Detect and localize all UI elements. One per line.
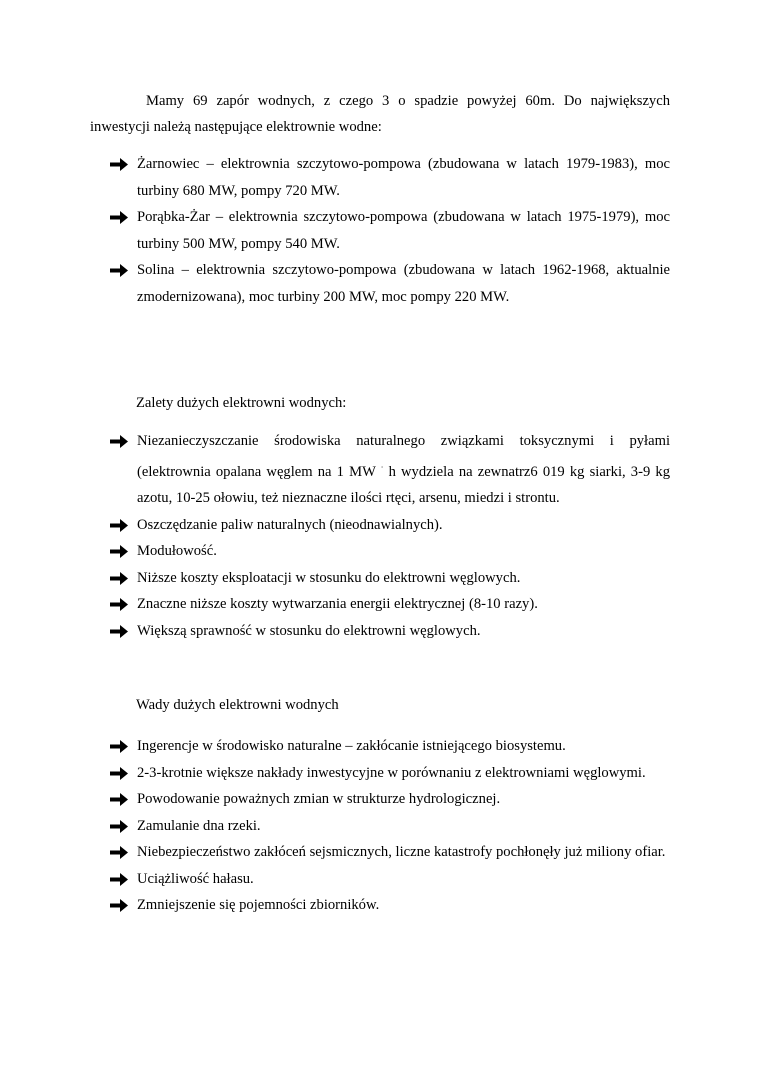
list-item (0, 786, 670, 813)
arrow-right-icon (110, 151, 130, 177)
arrow-right-icon (110, 591, 130, 617)
arrow-right-icon (110, 428, 130, 454)
plants-list (0, 151, 760, 310)
disadvantages-list (0, 733, 760, 919)
disadvantage-item: Powodowanie poważnych zmian w strukturze hydrologicznej. (137, 791, 501, 807)
arrow-right-icon (110, 538, 130, 564)
list-item (0, 151, 670, 204)
disadvantage-item: Zamulanie dna rzeki. (137, 817, 261, 834)
arrow-right-icon (110, 892, 130, 918)
intro-paragraph (90, 88, 670, 140)
list-item (0, 257, 670, 310)
list-item (0, 866, 670, 893)
list-item (0, 813, 670, 840)
list-item (0, 428, 670, 512)
list-item (0, 591, 670, 618)
plant-porabka-zar: Porąbka-Żar – elektrownia szczytowo-pompowa (zbudowana w latach 1975-1979), moc turbiny 500 MW, pompy 540 MW. (137, 209, 670, 252)
disadvantage-item: Uciążliwość hałasu. (137, 870, 254, 887)
arrow-right-icon (110, 866, 130, 892)
arrow-right-icon (110, 760, 130, 786)
advantage-text-after: h wydziela na zewnatrz6 019 kg siarki, 3-9 kg azotu, 10-25 ołowiu, też nieznaczne ilości rtęci, arsenu, miedzi i strontu. (137, 463, 670, 506)
list-item (0, 512, 670, 539)
advantages-heading: Zalety dużych elektrowni wodnych: (136, 395, 347, 411)
list-item (0, 204, 670, 257)
arrow-right-icon (110, 839, 130, 865)
advantage-item: Znaczne niższe koszty wytwarzania energii elektrycznej (8-10 razy). (137, 596, 538, 612)
disadvantage-item: Niebezpieczeństwo zakłóceń sejsmicznych, liczne katastrofy pochłonęły już miliony ofiar. (137, 844, 666, 860)
arrow-right-icon (110, 618, 130, 644)
arrow-right-icon (110, 733, 130, 759)
arrow-right-icon (110, 257, 130, 283)
intro-line-2: inwestycji należą następujące elektrownie wodne: (90, 119, 382, 135)
list-item (0, 565, 670, 592)
advantage-item: Niższe koszty eksploatacji w stosunku do elektrowni węglowych. (137, 569, 521, 586)
arrow-right-icon (110, 204, 130, 230)
list-item (0, 618, 670, 645)
arrow-right-icon (110, 813, 130, 839)
advantage-text-before: Niezanieczyszczanie środowiska naturalnego związkami toksycznymi i pyłami (elektrownia opalana węglem na 1 MW (137, 433, 670, 480)
plant-zarnowiec: Żarnowiec – elektrownia szczytowo-pompowa (zbudowana w latach 1979-1983), moc turbiny 680 MW, pompy 720 MW. (137, 156, 670, 199)
list-item (0, 733, 670, 760)
advantages-list (0, 428, 760, 644)
list-item (0, 892, 670, 919)
arrow-right-icon (110, 512, 130, 538)
list-item (0, 538, 670, 565)
list-item (0, 760, 670, 787)
disadvantage-item: 2-3-krotnie większe nakłady inwestycyjne w porównaniu z elektrowniami węglowymi. (137, 764, 646, 781)
list-item (0, 839, 670, 866)
disadvantage-item: Ingerencje w środowisko naturalne – zakłócanie istniejącego biosystemu. (137, 738, 566, 754)
plant-solina: Solina – elektrownia szczytowo-pompowa (zbudowana w latach 1962-1968, aktualnie zmodernizowana), moc turbiny 200 MW, moc pompy 220 MW. (137, 262, 670, 305)
arrow-right-icon (110, 565, 130, 591)
multiplication-dot: · (380, 462, 384, 472)
disadvantage-item: Zmniejszenie się pojemności zbiorników. (137, 897, 380, 913)
advantage-item: Oszczędzanie paliw naturalnych (nieodnawialnych). (137, 516, 443, 533)
arrow-right-icon (110, 786, 130, 812)
disadvantages-heading: Wady dużych elektrowni wodnych (136, 697, 339, 713)
intro-line-1: Mamy 69 zapór wodnych, z czego 3 o spadzie powyżej 60m. Do największych (146, 93, 670, 109)
advantage-item: Modułowość. (137, 543, 217, 559)
advantage-item: Większą sprawność w stosunku do elektrowni węglowych. (137, 622, 481, 639)
